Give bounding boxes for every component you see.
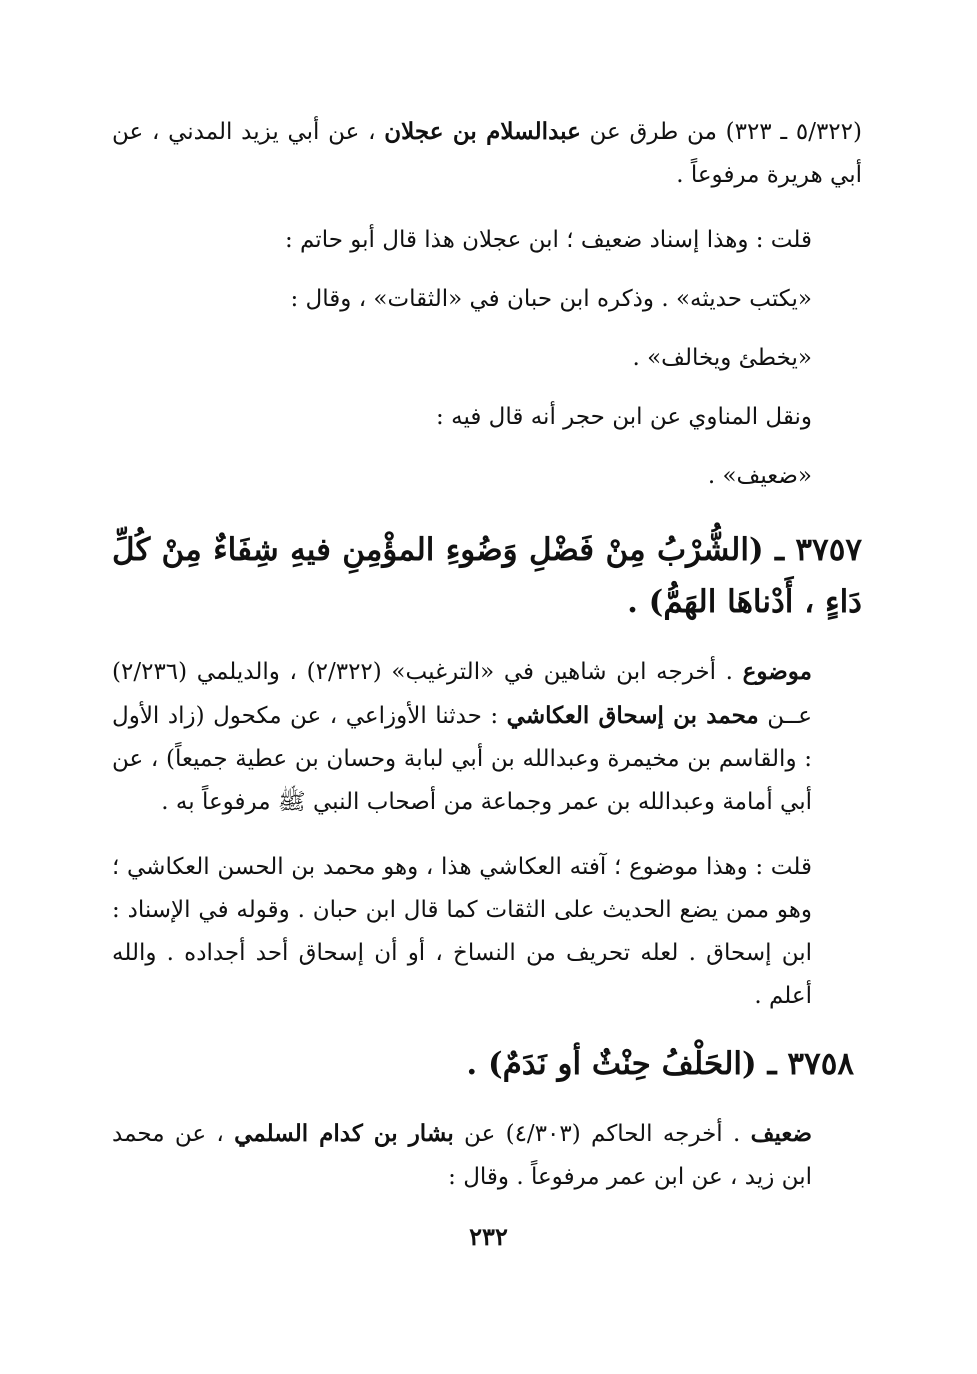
paragraph-comment: ونقل المناوي عن ابن حجر أنه قال فيه : <box>436 404 812 430</box>
grading-label: ضعيف <box>750 1120 813 1147</box>
page-number: ٢٣٢ <box>469 1222 508 1251</box>
text-fragment: ، عن أبي يزيد المدني ، عن أبي هريرة مرفوعاً . <box>112 119 862 188</box>
paragraph-source-continuation <box>112 110 862 197</box>
narrator-name: عبدالسلام بن عجلان <box>384 118 581 145</box>
page-body <box>112 110 862 1199</box>
text-fragment: (٥/٣٢٢ ـ ٣٢٣) من طرق عن <box>580 119 862 145</box>
paragraph-quote: «يكتب حديثه» . وذكره ابن حبان في «الثقات» ، وقال : <box>290 286 812 312</box>
text-fragment: . أخرجه ابن شاهين في «الترغيب» (٢/٣٢٢) ، والديلمي (٢/٢٣٦) عــن <box>112 659 812 729</box>
paragraph-comment: قلت : وهذا موضوع ؛ آفته العكاشي هذا ، وهو محمد بن الحسن العكاشي ؛ وهو ممن يضع الحديث على الثقات كما قال ابن حبان . وقوله في الإسناد : ابن إسحاق . لعله تحريف من النساخ ، أو أن إسحاق أحد أجداده . والله أعلم . <box>112 854 812 1009</box>
hadith-heading-3758: ٣٧٥٨ ـ (الحَلْفُ حِنْثٌ أو نَدَمٌ) . <box>466 1046 854 1082</box>
text-fragment: : حدثنا الأوزاعي ، عن مكحول (زاد الأول : والقاسم بن مخيمرة وعبدالله بن أبي لبابة وحسان بن عطية جميعاً) ، عن أبي أمامة وعبدالله بن عمر وجماعة من أصحاب النبي ﷺ مرفوعاً به . <box>112 703 812 815</box>
text-fragment: ، عن محمد ابن زيد ، عن ابن عمر مرفوعاً . وقال : <box>112 1121 812 1190</box>
hadith-heading-3757: ٣٧٥٧ ـ (الشُّرْبُ مِنْ فَضْلِ وَضُوءِ المؤْمِنِ فيهِ شِفَاءٌ مِنْ كُلِّ دَاءٍ ، أَدْناهَا الهَمُّ) . <box>112 532 862 620</box>
grading-label: موضوع <box>742 658 812 685</box>
paragraph-quote: «ضعيف» . <box>707 463 812 489</box>
narrator-name: بشار بن كدام السلمي <box>234 1120 454 1147</box>
narrator-name: محمد بن إسحاق العكاشي <box>506 702 759 729</box>
paragraph-quote: «يخطئ ويخالف» . <box>632 345 812 371</box>
paragraph-comment: قلت : وهذا إسناد ضعيف ؛ ابن عجلان هذا قال أبو حاتم : <box>284 227 812 253</box>
paragraph-grading <box>112 650 862 824</box>
text-fragment: . أخرجه الحاكم (٤/٣٠٣) عن <box>453 1121 751 1147</box>
paragraph-grading <box>112 1112 862 1199</box>
